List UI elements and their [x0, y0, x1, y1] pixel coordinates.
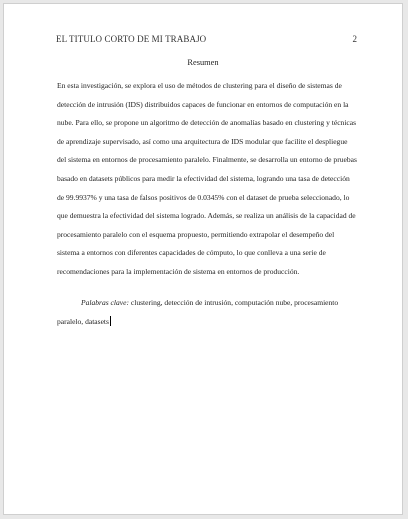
abstract-paragraph[interactable]: En esta investigación, se explora el uso de métodos de clustering para el diseño de sistemas de detección de intrusión (IDS) distribuidos capaces de funcionar en entornos de computación en la nube. Para ello, se propone un algoritmo de detección de anomalías basado en clustering y técnicas de aprendizaje supervisado, así como una arquitectura de IDS modular que facilite el despliegue del sistema en entornos de procesamiento paralelo. Finalmente, se desarrolla un entorno de pruebas basado en datasets públicos para medir la efectividad del sistema, logrando una tasa de detección de 99.9937% y una tasa de falsos positivos de 0.0345% con el dataset de prueba seleccionado, lo que demuestra la efectividad del sistema logrado. Además, se realiza un análisis de la capacidad de procesamiento paralelo con el esquema propuesto, permitiendo extrapolar el desempeño del sistema a entornos con diferentes capacidades de cómputo, lo que conlleva a una serie de recomendaciones para la implementación de sistema en entornos de producción.	[57, 81, 357, 276]
page-number: 2	[352, 34, 357, 44]
keywords-paragraph[interactable]	[57, 294, 357, 331]
text-cursor	[110, 316, 111, 326]
keywords-text: clustering, detección de intrusión, computación nube, procesamiento paralelo, datasets	[57, 298, 339, 326]
section-title: Resumen	[187, 58, 219, 67]
keywords-label: Palabras clave:	[81, 298, 129, 307]
document-page[interactable]	[3, 3, 403, 515]
running-head: EL TITULO CORTO DE MI TRABAJO	[56, 34, 207, 44]
